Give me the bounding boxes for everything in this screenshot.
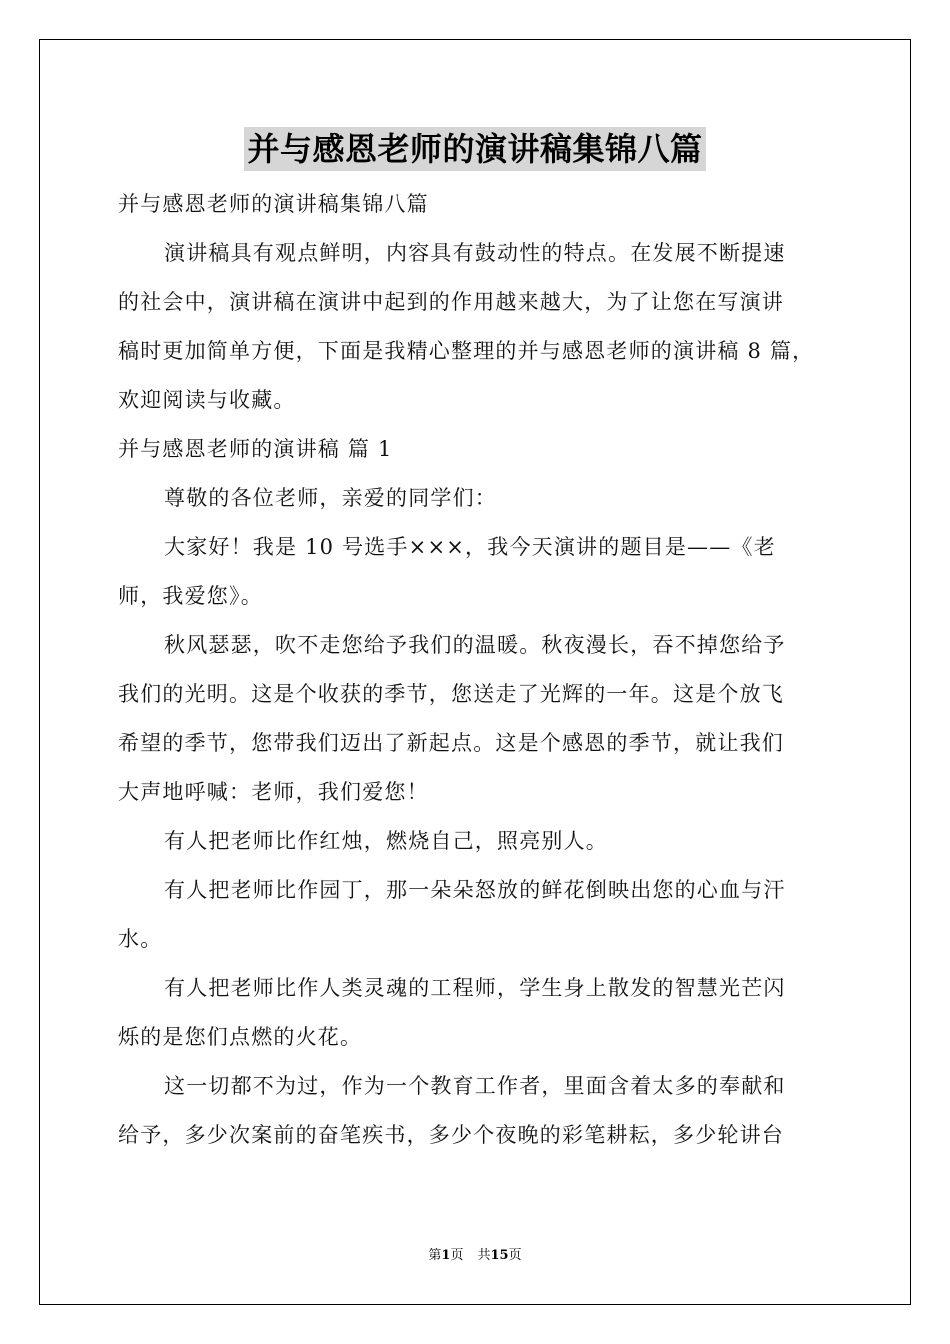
total-pages: 15 xyxy=(490,1248,509,1263)
text-line: 这一切都不为过，作为一个教育工作者，里面含着太多的奉献和 xyxy=(164,1074,786,1098)
text-line: 并与感恩老师的演讲稿集锦八篇 xyxy=(118,192,429,216)
text-line: 水。 xyxy=(118,927,163,951)
text-line: 稿时更加简单方便，下面是我精心整理的并与感恩老师的演讲稿 8 篇， xyxy=(118,339,815,363)
page-footer xyxy=(0,1247,950,1265)
text-line: 有人把老师比作红烛，燃烧自己，照亮别人。 xyxy=(164,829,608,853)
text-line: 秋风瑟瑟，吹不走您给予我们的温暖。秋夜漫长，吞不掉您给予 xyxy=(164,633,786,657)
text-line: 欢迎阅读与收藏。 xyxy=(118,388,296,412)
text-line: 有人把老师比作人类灵魂的工程师，学生身上散发的智慧光芒闪 xyxy=(164,976,786,1000)
total-prefix: 共 xyxy=(477,1248,491,1263)
text-line: 的社会中，演讲稿在演讲中起到的作用越来越大，为了让您在写演讲 xyxy=(118,290,784,314)
text-line: 希望的季节，您带我们迈出了新起点。这是个感恩的季节，就让我们 xyxy=(118,731,784,755)
page-number: 1 xyxy=(441,1248,451,1263)
document-body xyxy=(118,180,838,1160)
text-line: 有人把老师比作园丁，那一朵朵怒放的鲜花倒映出您的心血与汗 xyxy=(164,878,786,902)
text-line: 演讲稿具有观点鲜明，内容具有鼓动性的特点。在发展不断提速 xyxy=(164,241,786,265)
text-line: 师，我爱您》。 xyxy=(118,584,263,608)
title-container xyxy=(0,127,950,171)
text-line: 并与感恩老师的演讲稿 篇 1 xyxy=(118,437,393,461)
page-suffix: 页 xyxy=(450,1248,464,1263)
page-prefix: 第 xyxy=(428,1248,442,1263)
total-suffix: 页 xyxy=(508,1248,522,1263)
text-line: 尊敬的各位老师，亲爱的同学们： xyxy=(164,486,497,510)
text-line: 我们的光明。这是个收获的季节，您送走了光辉的一年。这是个放飞 xyxy=(118,682,784,706)
text-line: 烁的是您们点燃的火花。 xyxy=(118,1025,363,1049)
text-line: 给予，多少次案前的奋笔疾书，多少个夜晚的彩笔耕耘，多少轮讲台 xyxy=(118,1123,784,1147)
text-line: 大家好！我是 10 号选手×××，我今天演讲的题目是——《老 xyxy=(164,535,776,559)
text-line: 大声地呼喊：老师，我们爱您！ xyxy=(118,780,429,804)
document-title: 并与感恩老师的演讲稿集锦八篇 xyxy=(244,127,705,171)
